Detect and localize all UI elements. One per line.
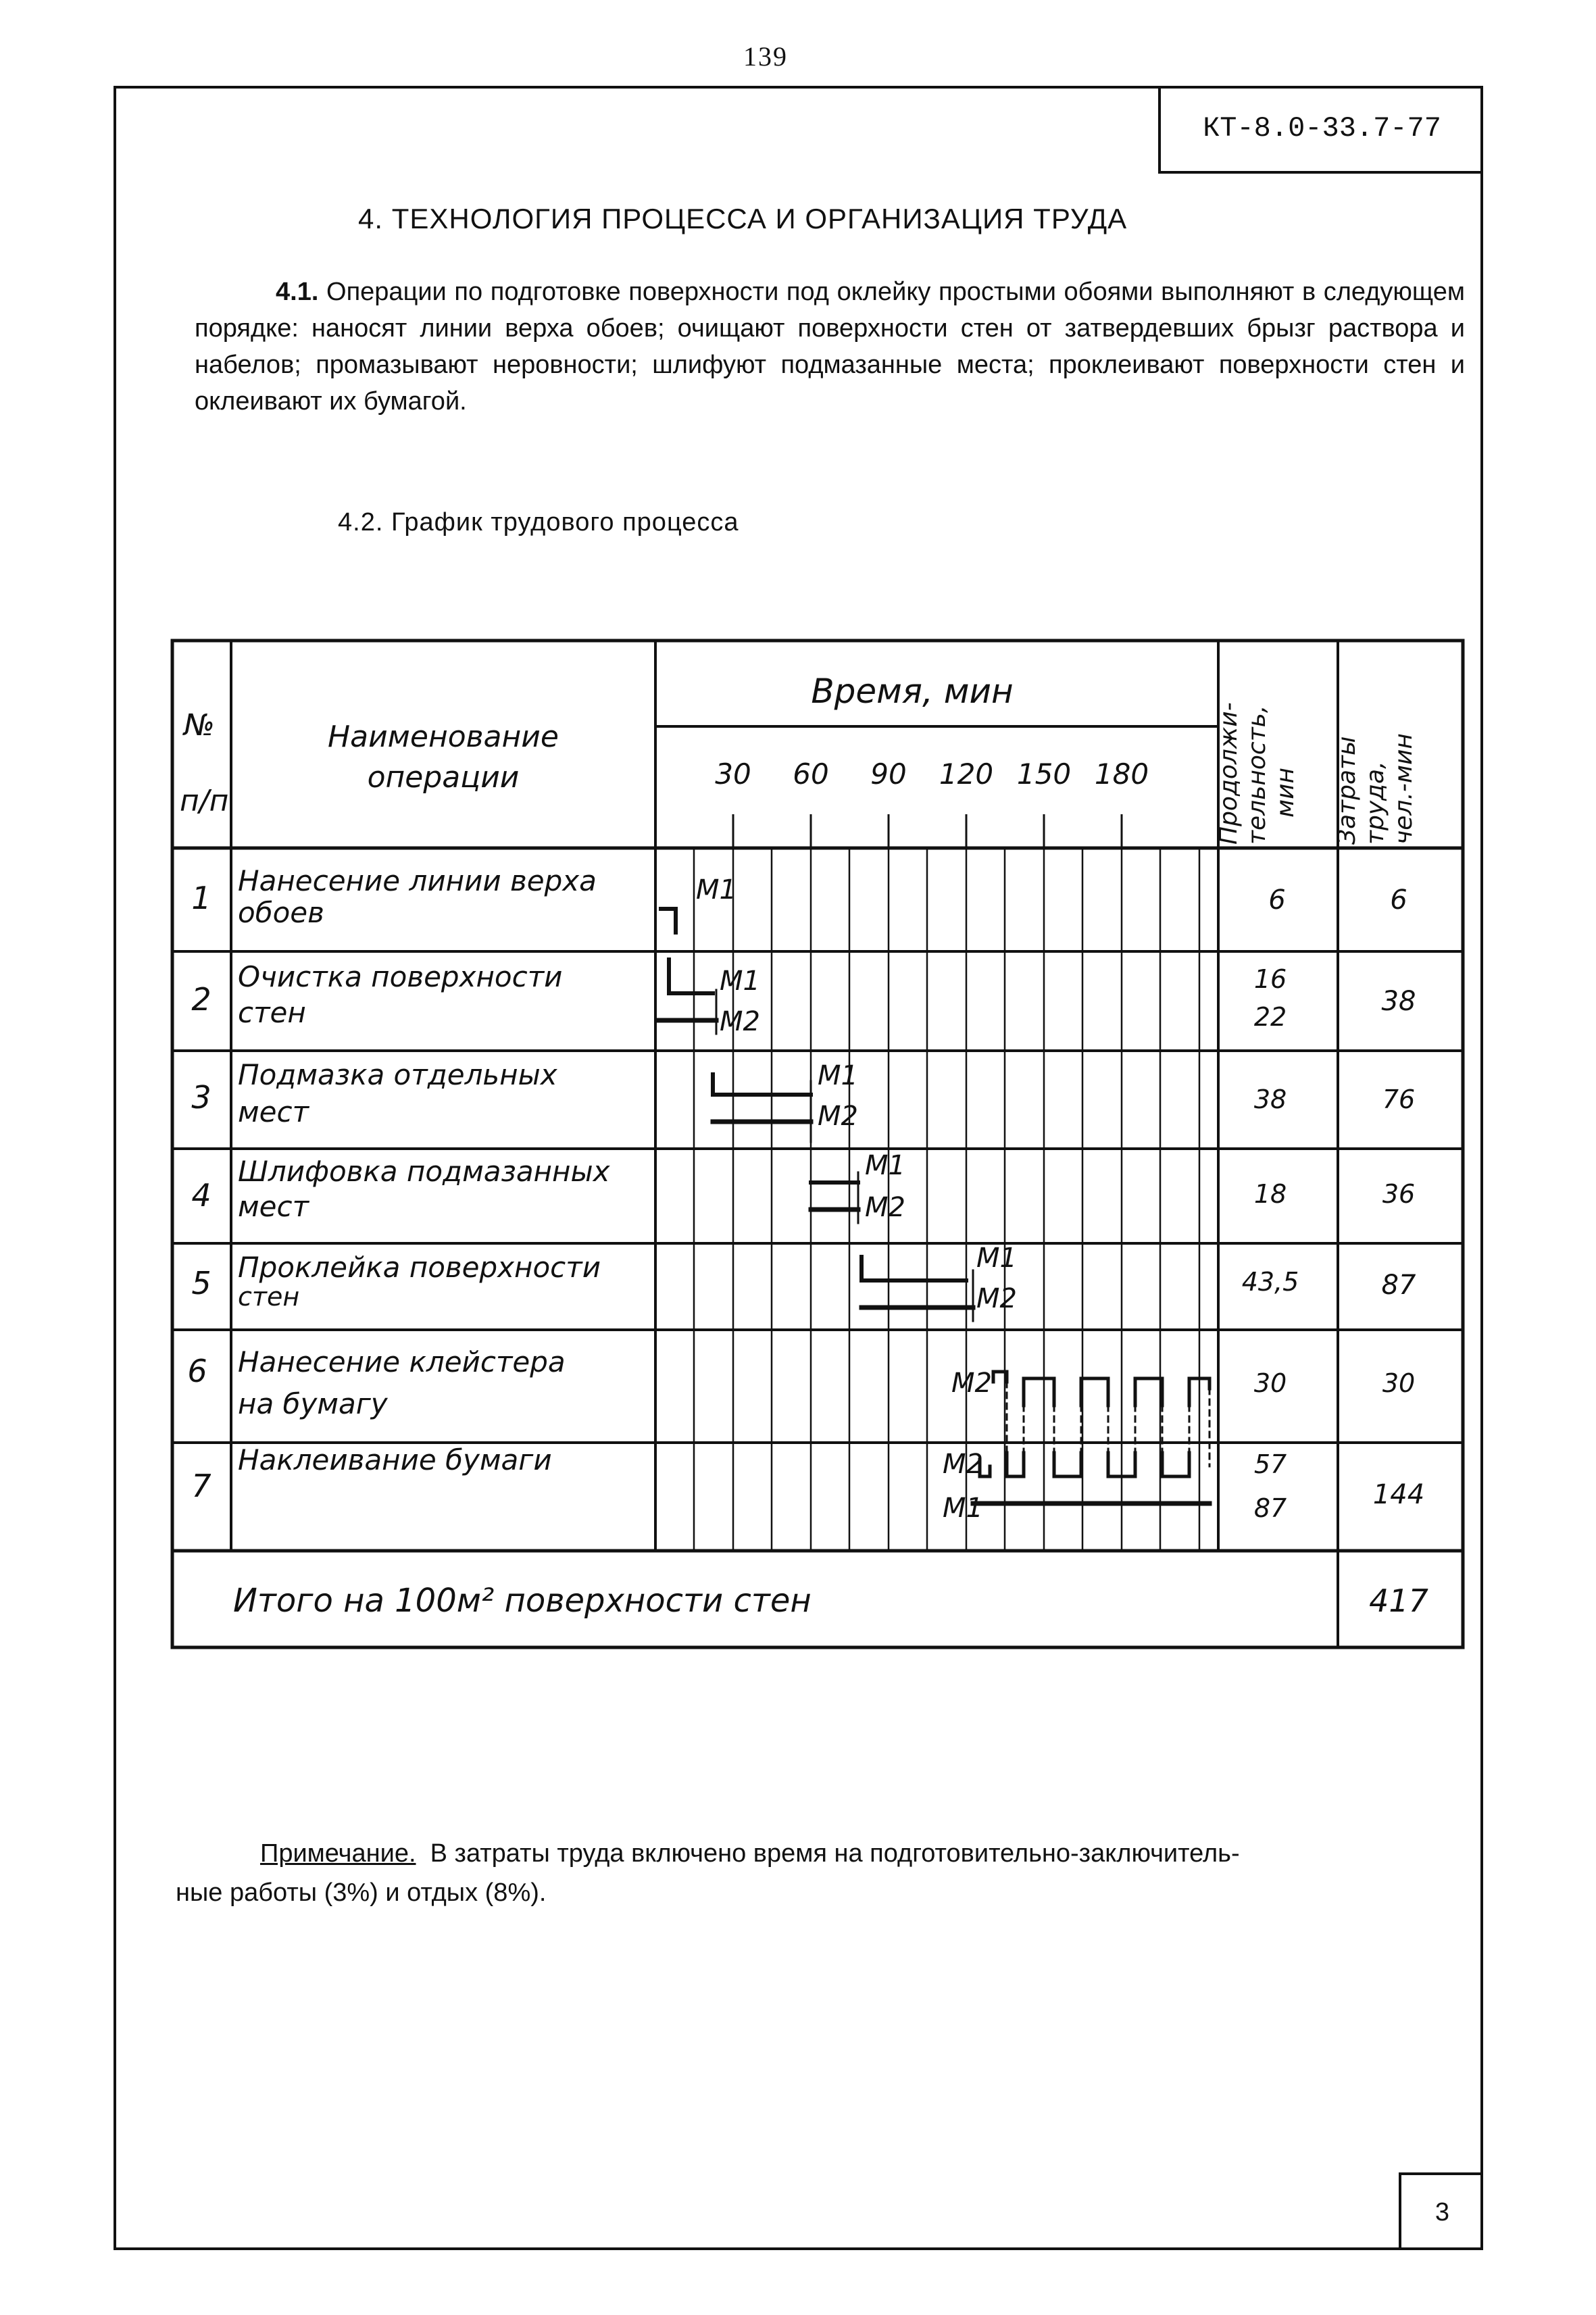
tick-label-4: 120	[939, 757, 994, 791]
row4-name-2: мест	[238, 1190, 309, 1223]
header-labor-3: чел.-мин	[1390, 733, 1418, 845]
row1-name-1: Нанесение линии верха	[238, 864, 597, 897]
row1-number: 1	[191, 880, 211, 916]
section-title: 4. ТЕХНОЛОГИЯ ПРОЦЕССА И ОРГАНИЗАЦИЯ ТРУДА	[358, 203, 1128, 234]
row4-duration: 18	[1253, 1179, 1287, 1209]
header-name-1: Наименование	[328, 720, 559, 754]
header-name-2: операции	[367, 760, 520, 795]
row6-duration: 30	[1253, 1368, 1287, 1398]
row3-worker-1: М1	[818, 1060, 858, 1091]
header-duration-1: Продолжи-	[1215, 702, 1243, 845]
gantt-bar-row2-m1	[669, 960, 713, 993]
row6-number: 6	[187, 1353, 207, 1389]
row3-number: 3	[191, 1079, 211, 1116]
note-line-2: ные работы (3%) и отдых (8%).	[176, 1878, 547, 1907]
row3-labor: 76	[1382, 1085, 1416, 1114]
header-labor-2: труда,	[1362, 761, 1389, 845]
row2-duration-1: 16	[1253, 964, 1287, 994]
row2-name-2: стен	[238, 996, 306, 1029]
row7-duration-2: 87	[1253, 1493, 1287, 1523]
row6-labor: 30	[1382, 1368, 1416, 1398]
note-line-1	[260, 1828, 1470, 1879]
row5-name-2: стен	[238, 1282, 300, 1312]
tick-label-3: 90	[870, 757, 907, 791]
total-label: Итого на 100м² поверхности стен	[233, 1582, 812, 1620]
row4-worker-1: М1	[865, 1150, 905, 1181]
row4-worker-2: М2	[865, 1192, 905, 1223]
row6-name-1: Нанесение клейстера	[238, 1345, 566, 1378]
header-labor-1: Затраты	[1333, 736, 1361, 845]
row2-worker-1: М1	[720, 966, 760, 997]
header-duration-2: тельность,	[1243, 705, 1271, 845]
row2-duration-2: 22	[1253, 1002, 1287, 1032]
tick-label-6: 180	[1094, 757, 1149, 791]
row4-number: 4	[191, 1177, 211, 1214]
row5-labor: 87	[1381, 1270, 1416, 1301]
row7-labor: 144	[1372, 1479, 1425, 1510]
document-code: КТ-8.0-33.7-77	[1158, 86, 1483, 174]
gantt-bar-row3-m1	[713, 1074, 811, 1095]
row7-name-1: Наклеивание бумаги	[238, 1443, 552, 1476]
row1-worker-1: М1	[696, 874, 737, 905]
row7-worker-1: М2	[943, 1449, 983, 1480]
row3-worker-2: М2	[818, 1101, 858, 1132]
tick-label-1: 30	[715, 757, 751, 791]
row2-labor: 38	[1381, 986, 1416, 1017]
row7-number: 7	[191, 1468, 211, 1504]
note-text-1: В затраты труда включено время на подготовительно-заключитель-	[430, 1839, 1240, 1868]
row7-worker-2: М1	[943, 1493, 983, 1524]
header-num-1: №	[184, 708, 215, 743]
row1-labor: 6	[1390, 885, 1407, 916]
tick-label-5: 150	[1016, 757, 1072, 791]
note-label: Примечание.	[260, 1839, 416, 1868]
header-time: Время, мин	[811, 672, 1014, 711]
row5-worker-2: М2	[976, 1283, 1017, 1314]
row5-name-1: Проклейка поверхности	[238, 1251, 601, 1284]
row2-name-1: Очистка поверхности	[238, 960, 563, 993]
row7-duration-1: 57	[1253, 1449, 1287, 1479]
tick-label-2: 60	[793, 757, 829, 791]
row5-duration: 43,5	[1241, 1267, 1299, 1297]
row5-number: 5	[191, 1265, 211, 1301]
row6-worker-1: М2	[951, 1368, 992, 1399]
row2-number: 2	[191, 981, 211, 1018]
row3-duration: 38	[1253, 1085, 1287, 1114]
gantt-bar-row5-m1	[862, 1257, 966, 1280]
sheet-number: 3	[1399, 2172, 1483, 2250]
row2-worker-2: М2	[720, 1006, 760, 1037]
row3-name-2: мест	[238, 1095, 309, 1128]
row3-name-1: Подмазка отдельных	[238, 1058, 557, 1091]
row6-name-2: на бумагу	[238, 1387, 388, 1420]
gantt-bar-row1-m1	[661, 909, 676, 932]
header-duration-3: мин	[1272, 767, 1299, 818]
header-num-2: п/п	[180, 784, 229, 818]
row4-labor: 36	[1382, 1179, 1416, 1209]
page-number: 139	[743, 41, 788, 72]
paragraph-text: Операции по подготовке поверхности под оклейку простыми обоями выполняют в следующем порядке: наносят линии верха обоев; очищают поверхности стен от затвердевших брызг раствора и набелов; промазывают неровности; шлифуют подмазанные места; проклеивают поверхности стен и оклеивают их бумагой.	[195, 278, 1466, 416]
subsection-title: 4.2. График трудового процесса	[338, 508, 739, 537]
row1-duration: 6	[1268, 885, 1286, 916]
total-value: 417	[1369, 1583, 1428, 1619]
row1-name-2: обоев	[238, 896, 324, 929]
row5-worker-1: М1	[976, 1243, 1017, 1274]
paragraph-number: 4.1.	[276, 278, 319, 306]
row4-name-1: Шлифовка подмазанных	[238, 1155, 610, 1188]
